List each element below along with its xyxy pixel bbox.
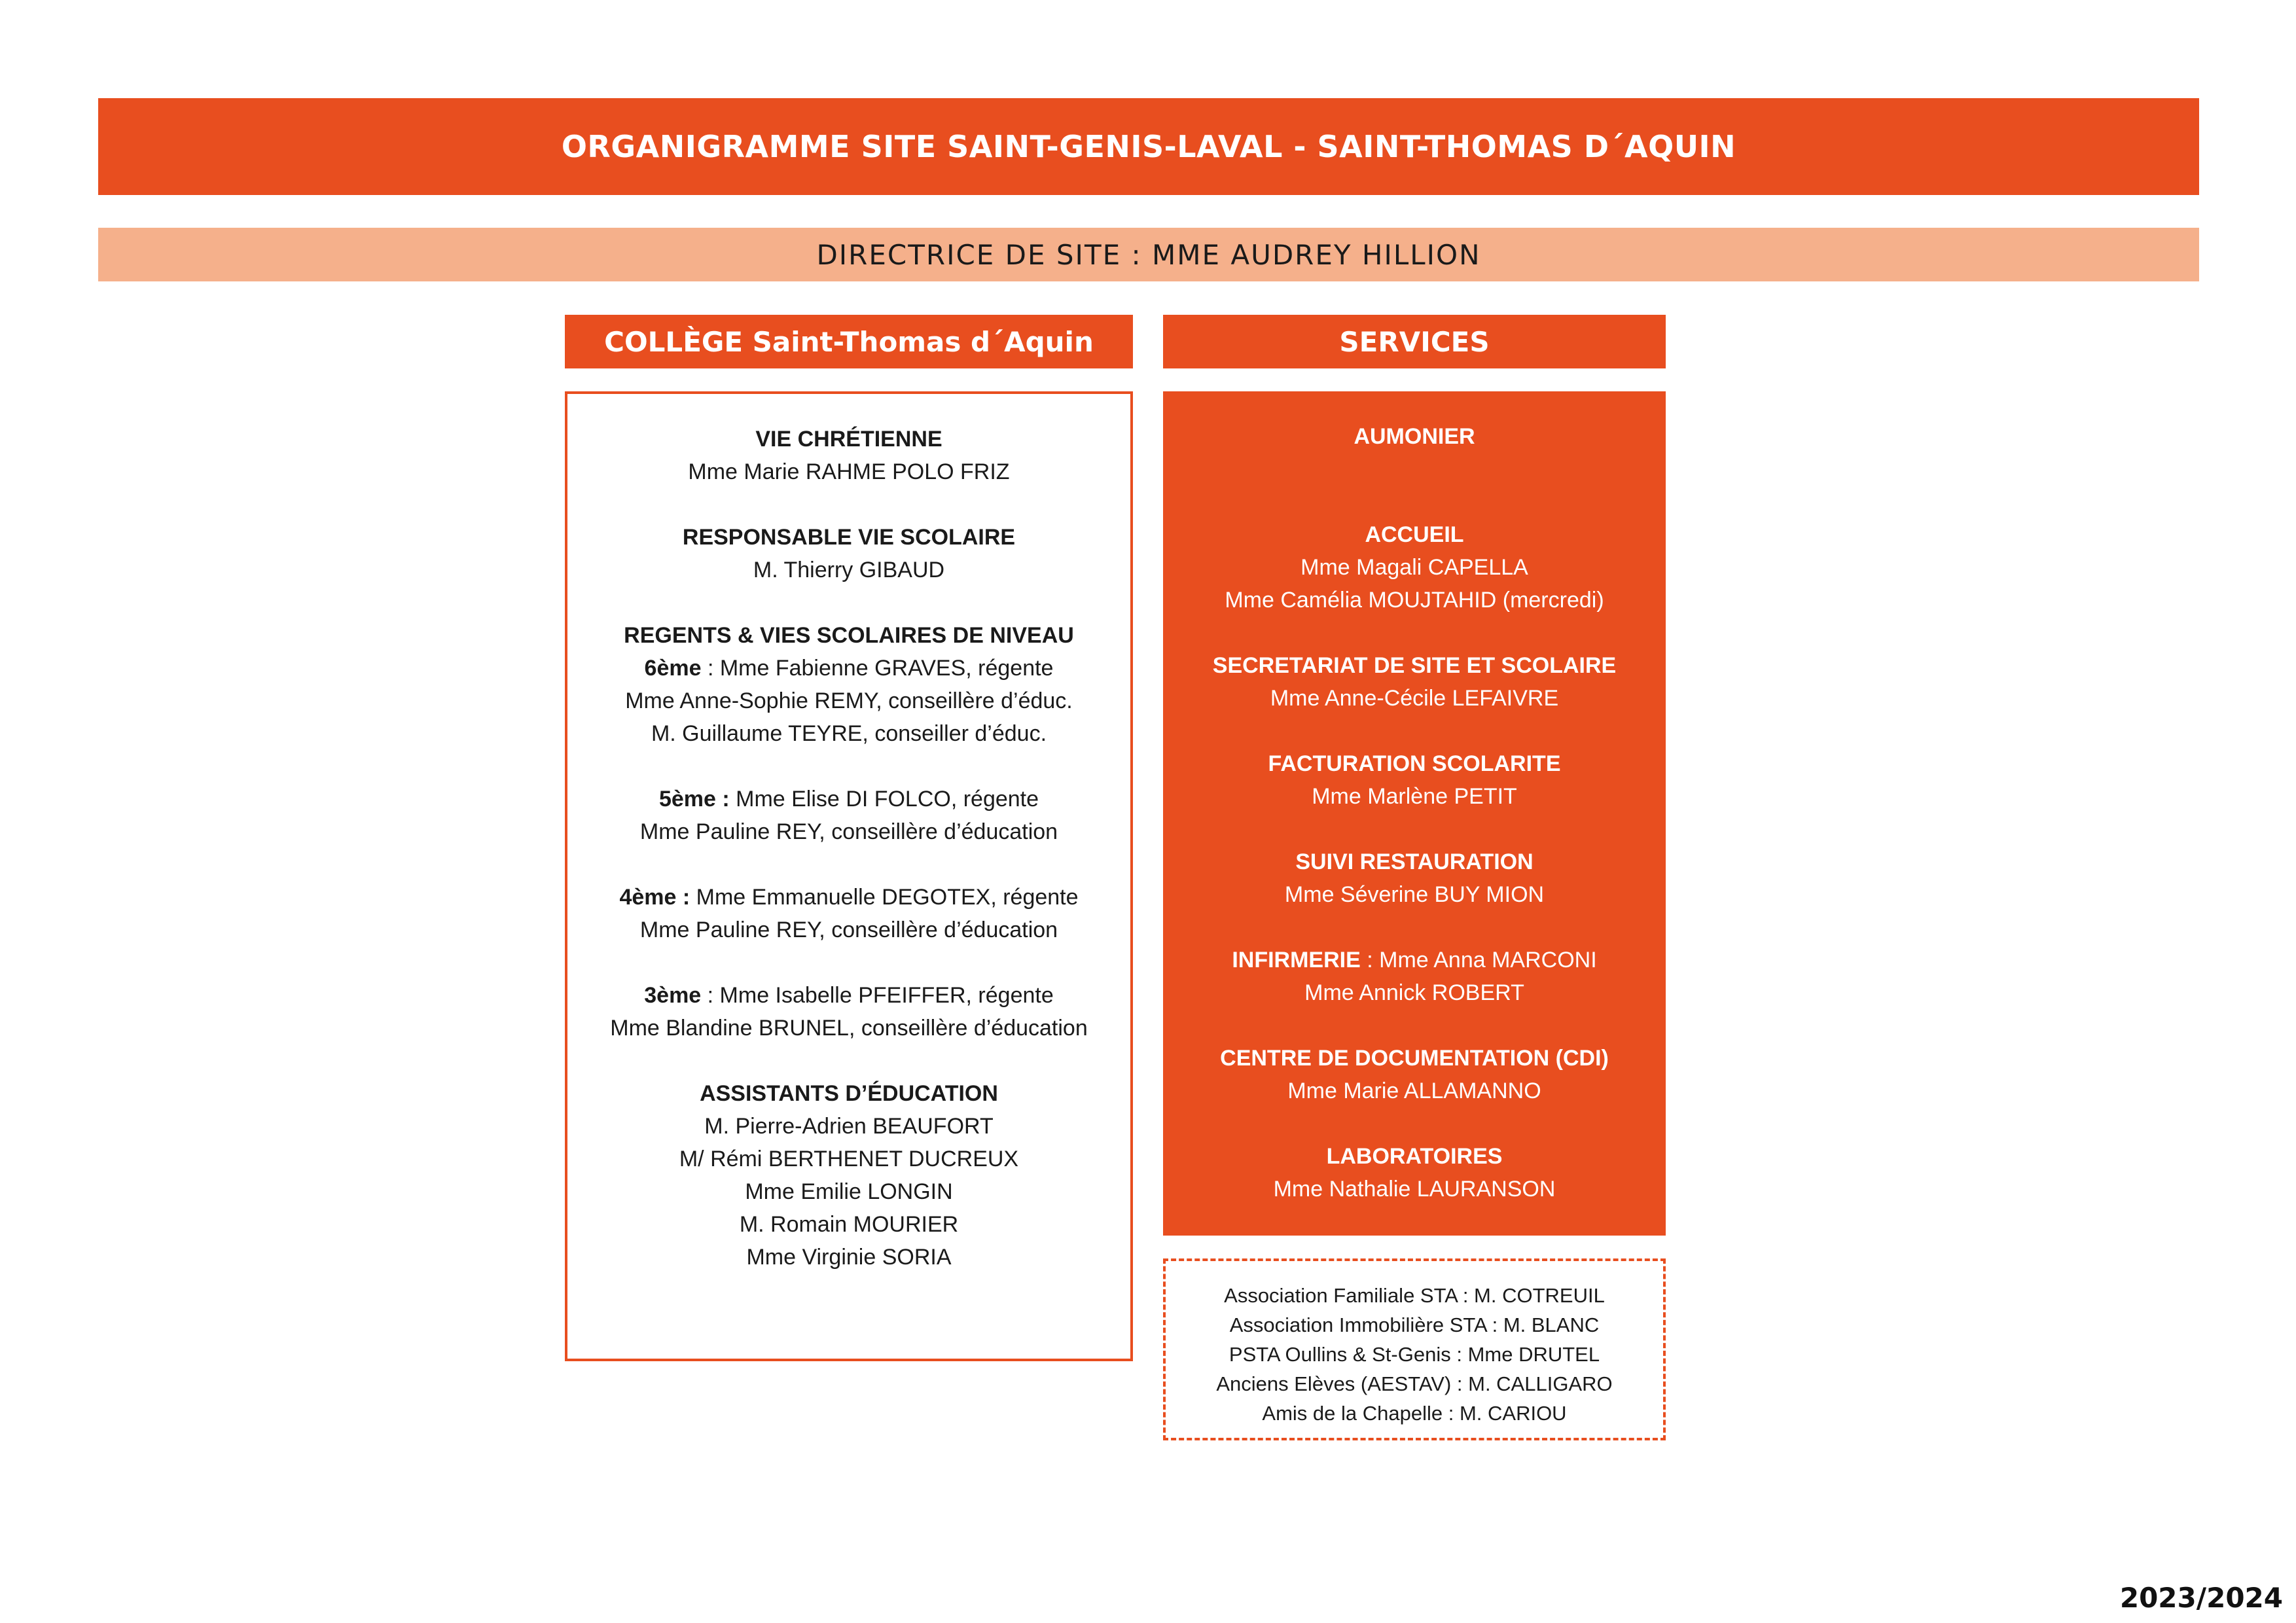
accueil-section [1163, 518, 1666, 616]
level-label: 3ème [644, 983, 702, 1008]
section-title: SUIVI RESTAURATION [1295, 849, 1534, 874]
section-title: CENTRE DE DOCUMENTATION (CDI) [1220, 1046, 1609, 1071]
section-title: AUMONIER [1354, 424, 1475, 449]
person-name: M/ Rémi BERTHENET DUCREUX [679, 1147, 1019, 1171]
person-name: Mme Marie RAHME POLO FRIZ [688, 459, 1010, 484]
associations-panel [1163, 1258, 1666, 1440]
level-line [567, 652, 1130, 685]
person-name: : Mme Anna MARCONI [1360, 948, 1597, 972]
level-label: 4ème : [619, 885, 691, 910]
level-line [567, 783, 1130, 815]
person-name: Mme Séverine BUY MION [1284, 882, 1545, 907]
vie-chretienne-section [567, 423, 1130, 488]
assistants-section [567, 1077, 1130, 1274]
person-name: Mme Virginie SORIA [746, 1245, 952, 1270]
person-name: Mme Pauline REY, conseillère d’éducation [639, 918, 1058, 942]
services-header: SERVICES [1163, 315, 1666, 368]
section-title: VIE CHRÉTIENNE [755, 427, 942, 452]
level-label: 5ème : [658, 787, 730, 812]
person-name: Mme Annick ROBERT [1304, 980, 1524, 1005]
person-name: Mme Marie ALLAMANNO [1287, 1079, 1541, 1103]
laboratoires-section [1163, 1140, 1666, 1205]
association-item: Amis de la Chapelle : M. CARIOU [1262, 1402, 1567, 1425]
person-name: Mme Elise DI FOLCO, régente [729, 787, 1039, 812]
restauration-section [1163, 846, 1666, 911]
association-item: PSTA Oullins & St-Genis : Mme DRUTEL [1229, 1343, 1600, 1366]
person-name: Mme Anne-Cécile LEFAIVRE [1270, 686, 1559, 711]
person-name: M. Romain MOURIER [739, 1212, 959, 1237]
person-name: Mme Emmanuelle DEGOTEX, régente [690, 885, 1079, 910]
person-name: M. Guillaume TEYRE, conseiller d’éduc. [651, 721, 1047, 746]
college-header: COLLÈGE Saint-Thomas d´Aquin [565, 315, 1133, 368]
regents-section [567, 619, 1130, 1044]
aumonier-section [1163, 420, 1666, 518]
person-name: Mme Anne-Sophie REMY, conseillère d’éduc. [625, 688, 1073, 713]
infirmerie-section [1163, 944, 1666, 1009]
section-title: RESPONSABLE VIE SCOLAIRE [682, 525, 1016, 550]
level-line [567, 881, 1130, 914]
person-name: M. Pierre-Adrien BEAUFORT [704, 1114, 994, 1139]
school-year: 2023/2024 [2119, 1582, 2283, 1614]
infirmerie-line [1163, 944, 1666, 976]
person-name: Mme Emilie LONGIN [745, 1179, 953, 1204]
director-banner: DIRECTRICE DE SITE : MME AUDREY HILLION [98, 228, 2199, 281]
person-name: Mme Magali CAPELLA [1300, 555, 1528, 580]
section-title: LABORATOIRES [1326, 1144, 1503, 1169]
section-title: SECRETARIAT DE SITE ET SCOLAIRE [1212, 653, 1617, 678]
vie-scolaire-section [567, 521, 1130, 586]
facturation-section [1163, 747, 1666, 813]
college-panel [565, 391, 1133, 1361]
association-item: Anciens Elèves (AESTAV) : M. CALLIGARO [1216, 1372, 1613, 1395]
person-name: : Mme Isabelle PFEIFFER, régente [701, 983, 1054, 1008]
section-title: REGENTS & VIES SCOLAIRES DE NIVEAU [624, 623, 1074, 648]
person-name: : Mme Fabienne GRAVES, régente [701, 656, 1054, 681]
person-name: M. Thierry GIBAUD [753, 558, 945, 582]
level-line [567, 979, 1130, 1012]
section-title: FACTURATION SCOLARITE [1268, 751, 1561, 776]
section-title: INFIRMERIE [1232, 948, 1361, 972]
person-name: Mme Camélia MOUJTAHID (mercredi) [1225, 588, 1604, 613]
person-name: Mme Blandine BRUNEL, conseillère d’éducation [610, 1016, 1088, 1041]
section-title: ASSISTANTS D’ÉDUCATION [700, 1081, 998, 1106]
level-label: 6ème [644, 656, 702, 681]
person-name: Mme Nathalie LAURANSON [1273, 1177, 1556, 1202]
services-panel [1163, 391, 1666, 1236]
section-title: ACCUEIL [1365, 522, 1464, 547]
person-name: Mme Marlène PETIT [1312, 784, 1517, 809]
association-item: Association Familiale STA : M. COTREUIL [1224, 1284, 1605, 1307]
person-name: Mme Pauline REY, conseillère d’éducation [639, 819, 1058, 844]
secretariat-section [1163, 649, 1666, 715]
page-title: ORGANIGRAMME SITE SAINT-GENIS-LAVAL - SAINT-THOMAS D´AQUIN [98, 98, 2199, 195]
cdi-section [1163, 1042, 1666, 1107]
association-item: Association Immobilière STA : M. BLANC [1229, 1313, 1600, 1336]
